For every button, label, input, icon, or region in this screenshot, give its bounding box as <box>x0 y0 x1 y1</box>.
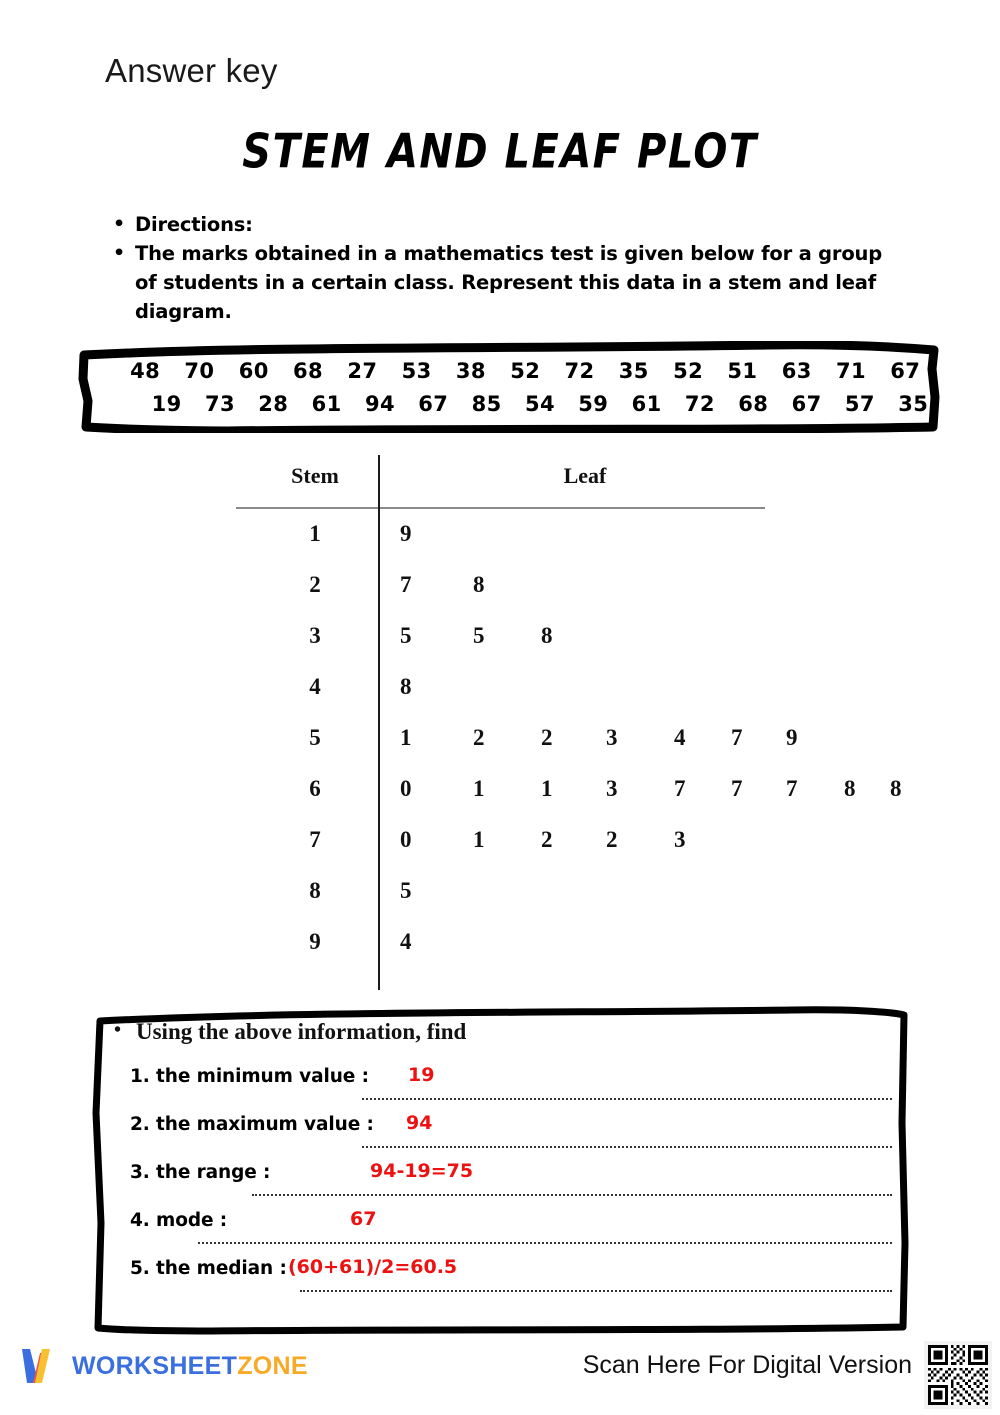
data-value: 67 <box>791 391 822 416</box>
data-value: 35 <box>618 358 649 383</box>
question-label: 2. the maximum value : <box>130 1114 374 1135</box>
stem-value: 2 <box>309 572 321 597</box>
question-item-5 <box>92 1250 910 1298</box>
stem-value: 1 <box>309 521 321 546</box>
leaf-value: 2 <box>541 827 553 852</box>
leaf-value: 5 <box>400 878 412 903</box>
leaf-value: 7 <box>731 776 743 801</box>
answer-line[interactable] <box>362 1146 892 1148</box>
leaf-values <box>400 878 473 904</box>
table-row <box>0 715 1000 766</box>
leaf-value: 1 <box>400 725 412 750</box>
leaf-value: 2 <box>541 725 553 750</box>
data-value: 67 <box>418 391 449 416</box>
scan-instruction-text: Scan Here For Digital Version <box>582 1351 912 1379</box>
data-value: 72 <box>684 391 715 416</box>
footer <box>0 1333 1000 1415</box>
stem-value: 9 <box>309 929 321 954</box>
data-value: 68 <box>738 391 769 416</box>
leaf-values <box>400 623 606 649</box>
question-label: 3. the range : <box>130 1162 271 1183</box>
brand-name-part2: ZONE <box>237 1351 308 1380</box>
question-item-4 <box>92 1202 910 1250</box>
table-row <box>0 868 1000 919</box>
leaf-value: 4 <box>674 725 686 750</box>
questions-heading <box>114 1019 466 1045</box>
data-value: 73 <box>204 391 235 416</box>
directions-item <box>113 239 903 326</box>
leaf-value: 7 <box>786 776 798 801</box>
data-value: 61 <box>311 391 342 416</box>
directions-text: The marks obtained in a mathematics test is given below for a group of students in a certain class. Represent this data in a stem and leaf diagram. <box>135 242 882 323</box>
table-row <box>0 511 1000 562</box>
stem-value: 3 <box>309 623 321 648</box>
bullet-icon: • <box>113 242 125 264</box>
table-body <box>0 511 1000 970</box>
question-item-2 <box>92 1106 910 1154</box>
answer-line[interactable] <box>252 1194 892 1196</box>
directions-label: Directions: <box>135 213 253 236</box>
data-value: 70 <box>184 358 215 383</box>
data-value: 52 <box>510 358 541 383</box>
leaf-value: 7 <box>674 776 686 801</box>
data-value: 27 <box>347 358 378 383</box>
directions-block <box>113 210 903 326</box>
table-row <box>0 562 1000 613</box>
data-value: 85 <box>471 391 502 416</box>
question-item-3 <box>92 1154 910 1202</box>
data-value: 61 <box>631 391 662 416</box>
leaf-column-header: Leaf <box>563 463 607 488</box>
leaf-value: 3 <box>674 827 686 852</box>
leaf-value: 1 <box>541 776 553 801</box>
data-value: 94 <box>364 391 395 416</box>
leaf-values <box>400 521 473 547</box>
questions-list <box>92 1058 910 1298</box>
answer-value: 94-19=75 <box>370 1160 474 1182</box>
data-value: 35 <box>898 391 929 416</box>
leaf-values <box>400 674 473 700</box>
data-value: 57 <box>844 391 875 416</box>
leaf-values <box>400 776 960 802</box>
answer-value: (60+61)/2=60.5 <box>288 1256 458 1278</box>
leaf-value: 9 <box>400 521 412 546</box>
data-value: 54 <box>524 391 555 416</box>
data-value: 59 <box>578 391 609 416</box>
question-label: 5. the median : <box>130 1258 287 1279</box>
data-value: 52 <box>673 358 704 383</box>
leaf-value: 3 <box>606 776 618 801</box>
leaf-value: 0 <box>400 776 412 801</box>
question-label: 4. mode : <box>130 1210 228 1231</box>
leaf-value: 8 <box>400 674 412 699</box>
data-set-box <box>78 341 940 433</box>
data-value: 68 <box>293 358 324 383</box>
data-value: 38 <box>455 358 486 383</box>
data-value: 60 <box>238 358 269 383</box>
leaf-values <box>400 725 844 751</box>
data-value: 51 <box>727 358 758 383</box>
stem-value: 4 <box>309 674 321 699</box>
bullet-icon: • <box>114 1019 122 1041</box>
answer-line[interactable] <box>198 1242 892 1244</box>
stem-value: 6 <box>309 776 321 801</box>
leaf-value: 3 <box>606 725 618 750</box>
page-title: STEM AND LEAF PLOT <box>242 125 758 180</box>
brand-name-part1: WORKSHEET <box>72 1351 238 1380</box>
data-value: 19 <box>151 391 182 416</box>
bullet-icon: • <box>113 213 125 235</box>
table-row <box>0 919 1000 970</box>
data-value: 72 <box>564 358 595 383</box>
leaf-value: 7 <box>400 572 412 597</box>
leaf-values <box>400 929 473 955</box>
stem-and-leaf-table <box>0 455 1000 995</box>
leaf-value: 1 <box>473 827 485 852</box>
header-divider-line <box>236 507 765 509</box>
leaf-value: 2 <box>473 725 485 750</box>
leaf-value: 8 <box>541 623 553 648</box>
stem-column-header: Stem <box>291 463 339 488</box>
question-label: 1. the minimum value : <box>130 1066 369 1087</box>
leaf-value: 8 <box>844 776 856 801</box>
data-value: 28 <box>258 391 289 416</box>
worksheet-zone-logo[interactable] <box>18 1345 308 1387</box>
leaf-value: 4 <box>400 929 412 954</box>
data-row <box>78 387 940 420</box>
leaf-value: 0 <box>400 827 412 852</box>
answer-line[interactable] <box>300 1290 892 1292</box>
questions-box <box>92 1003 910 1335</box>
data-row <box>78 354 940 387</box>
table-row <box>0 817 1000 868</box>
data-value: 71 <box>835 358 867 383</box>
answer-line[interactable] <box>362 1098 892 1100</box>
stem-value: 8 <box>309 878 321 903</box>
leaf-value: 5 <box>473 623 485 648</box>
data-value: 48 <box>130 358 161 383</box>
leaf-value: 8 <box>890 776 902 801</box>
brand-name <box>72 1352 308 1381</box>
answer-value: 67 <box>350 1208 377 1230</box>
answer-key-label: Answer key <box>105 52 278 89</box>
table-row <box>0 766 1000 817</box>
leaf-value: 9 <box>786 725 798 750</box>
answer-value: 94 <box>406 1112 433 1134</box>
stem-value: 7 <box>309 827 321 852</box>
questions-heading-text: Using the above information, find <box>136 1019 467 1044</box>
data-value: 53 <box>401 358 432 383</box>
table-row <box>0 613 1000 664</box>
leaf-value: 1 <box>473 776 485 801</box>
directions-item <box>113 210 903 239</box>
stem-value: 5 <box>309 725 321 750</box>
table-row <box>0 664 1000 715</box>
data-value: 63 <box>781 358 812 383</box>
data-value: 67 <box>890 358 921 383</box>
answer-value: 19 <box>408 1064 435 1086</box>
leaf-values <box>400 572 541 598</box>
leaf-values <box>400 827 731 853</box>
qr-code-image <box>928 1345 988 1405</box>
leaf-value: 2 <box>606 827 618 852</box>
logo-w-icon <box>18 1345 64 1387</box>
leaf-value: 8 <box>473 572 485 597</box>
leaf-value: 5 <box>400 623 412 648</box>
leaf-value: 7 <box>731 725 743 750</box>
qr-code[interactable] <box>924 1341 992 1409</box>
question-item-1 <box>92 1058 910 1106</box>
